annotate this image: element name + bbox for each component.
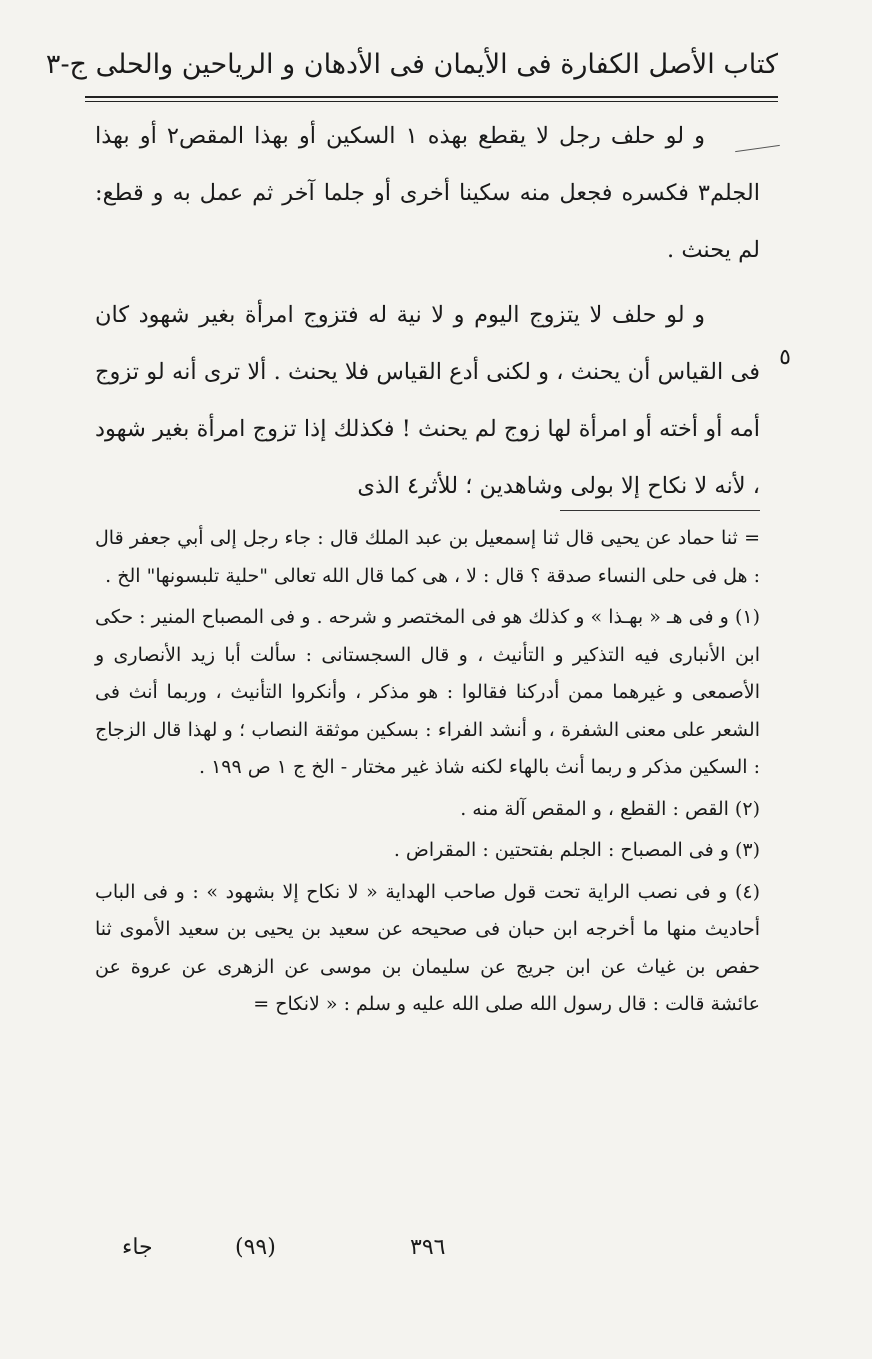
paragraph: و لو حلف لا يتزوج اليوم و لا نية له فتزوج امرأة بغير شهود كان فى القياس أن يحنث ، و لكنى أدع القياس فلا يحنث . ألا ترى أنه لو تزوج أمه أو أخته أو امرأة لها زوج لم يحنث ! فكذلك إذا تزوج امرأة بغير شهود ، لأنه لا نكاح إلا بولى وشاهدين ؛ للأثر٤ الذى [95, 302, 760, 499]
header-rule-thick [85, 96, 778, 98]
footnotes [95, 520, 760, 1028]
footnote: = ثنا حماد عن يحيى قال ثنا إسمعيل بن عبد الملك قال : جاء رجل إلى أبي جعفر قال : هل فى حلى النساء صدقة ؟ قال : لا ، هى كما قال الله تعالى "حلية تلبسونها" الخ . [95, 527, 760, 587]
footnote: (٤) و فى نصب الراية تحت قول صاحب الهداية « لا نكاح إلا بشهود » : و فى الباب أحاديث منها ما أخرجه ابن حبان فى صحيحه عن سعيد بن يحيى بن سعيد الأموى ثنا حفص بن غياث عن ابن جريج عن سليمان بن موسى عن الزهرى عن عروة عن عائشة قالت : قال رسول الله صلى الله عليه و سلم : « لانكاح = [95, 880, 760, 1015]
main-text [95, 108, 760, 515]
footnote: (٣) و فى المصباح : الجلم بفتحتين : المقراض . [393, 839, 760, 861]
footnote: (٢) القص : القطع ، و المقص آلة منه . [460, 797, 760, 820]
header-rule-thin [85, 101, 778, 102]
footnote-rule [560, 510, 760, 511]
page-footer [100, 1228, 760, 1268]
line-number: ٥ [779, 345, 791, 370]
footnote: (١) و فى هـ « بهـذا » و كذلك هو فى المختصر و شرحه . و فى المصباح المنير : حكى ابن الأنبارى فيه التذكير و التأنيث ، و قال السجستانى : سألت أبا زيد الأنصارى و الأصمعى و غيرهما ممن أدركنا فقالوا : هو مذكر ، وأنكروا التأنيث ، وربما أنث فى الشعر على معنى الشفرة ، و أنشد الفراء : بسكين موثقة النصاب ؛ و لهذا قال الزجاج : السكين مذكر و ربما أنث بالهاء لكنه شاذ غير مختار - الخ ج ١ ص ١٩٩ . [95, 606, 760, 778]
page-number: ٣٩٦ [410, 1235, 446, 1260]
signature-mark: جاء [122, 1235, 153, 1260]
running-header: كتاب الأصل الكفارة فى الأيمان فى الأدهان و الرياحين والحلى ج-٣ [45, 49, 778, 80]
paragraph: و لو حلف رجل لا يقطع بهذه ١ السكين أو بهذا المقص٢ أو بهذا الجلم٣ فكسره فجعل منه سكينا أخرى أو جلما آخر ثم عمل به و قطع: لم يحنث . [95, 123, 760, 263]
sheet-number: (٩٩) [235, 1235, 276, 1260]
